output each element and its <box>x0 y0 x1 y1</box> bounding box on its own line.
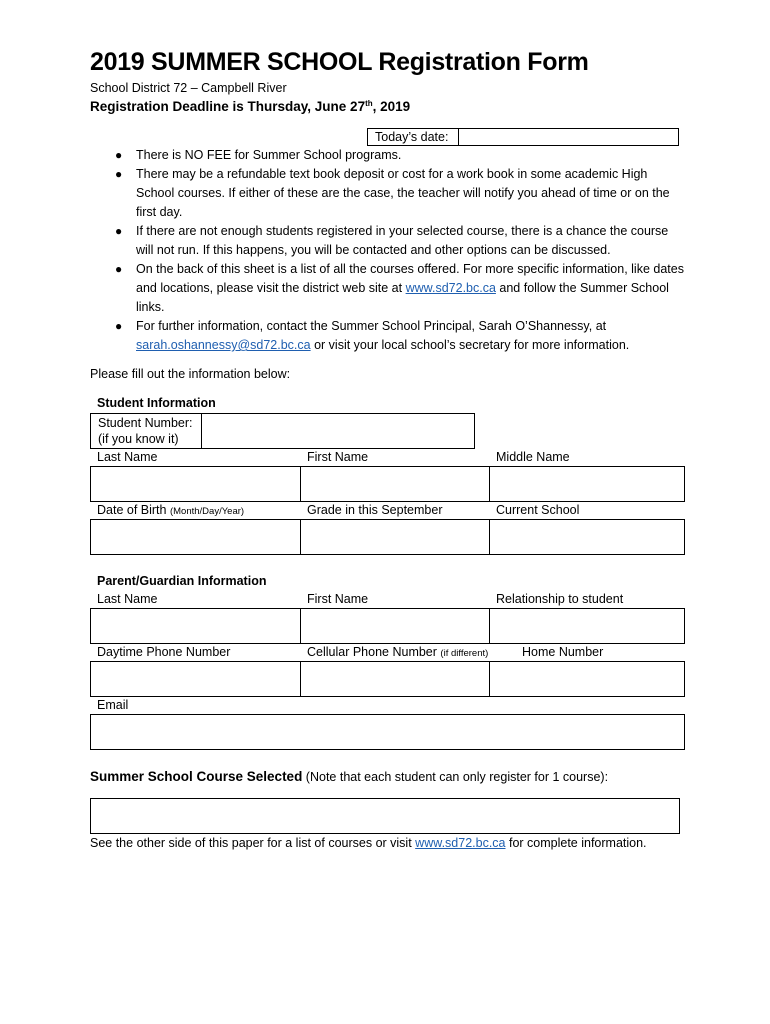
student-first-name-label: First Name <box>307 450 369 464</box>
parent-section-title: Parent/Guardian Information <box>97 574 267 588</box>
student-middle-name-input[interactable] <box>489 466 685 502</box>
relationship-label: Relationship to student <box>496 592 624 606</box>
todays-date-input[interactable] <box>459 129 678 145</box>
home-number-input[interactable] <box>489 661 685 697</box>
current-school-input[interactable] <box>489 519 685 555</box>
student-number-label: Student Number: (if you know it) <box>90 413 202 449</box>
list-item: ● There is NO FEE for Summer School programs. <box>105 146 685 165</box>
relationship-input[interactable] <box>489 608 685 644</box>
student-last-name-label: Last Name <box>97 450 158 464</box>
fill-instructions: Please fill out the information below: <box>90 367 291 381</box>
home-number-label: Home Number <box>522 645 604 659</box>
info-bullet-list <box>105 146 685 355</box>
cell-phone-input[interactable] <box>300 661 490 697</box>
todays-date-field <box>367 128 679 146</box>
list-item: ● On the back of this sheet is a list of all the courses offered. For more specific information, like dates and locations, please visit the district web site at www.sd72.bc.ca and follow the Summer School links. <box>115 262 684 314</box>
email-label: Email <box>97 698 129 712</box>
bullet-icon: ● <box>115 319 123 333</box>
principal-email-link[interactable]: sarah.oshannessy@sd72.bc.ca <box>136 338 311 352</box>
page-title: 2019 SUMMER SCHOOL Registration Form <box>90 48 589 76</box>
course-section-title: Summer School Course Selected (Note that each student can only register for 1 course): <box>90 769 609 784</box>
parent-last-name-label: Last Name <box>97 592 158 606</box>
bullet-icon: ● <box>115 148 123 162</box>
bullet-icon: ● <box>115 224 123 238</box>
deadline-ordinal: th <box>365 99 373 108</box>
daytime-phone-input[interactable] <box>90 661 301 697</box>
parent-first-name-input[interactable] <box>300 608 490 644</box>
student-middle-name-label: Middle Name <box>496 450 570 464</box>
deadline-text: Registration Deadline is Thursday, June 27 <box>90 99 366 114</box>
current-school-label: Current School <box>496 503 580 517</box>
cell-phone-hint: (if different) <box>440 648 489 659</box>
dob-format-hint: (Month/Day/Year) <box>169 506 245 517</box>
list-item: ● For further information, contact the Summer School Principal, Sarah O’Shannessy, at sarah.oshannessy@sd72.bc.ca or visit your local school’s secretary for more information. <box>115 319 630 352</box>
bullet-icon: ● <box>115 262 123 276</box>
student-first-name-input[interactable] <box>300 466 490 502</box>
district-website-link[interactable]: www.sd72.bc.ca <box>405 281 496 295</box>
deadline-year: , 2019 <box>372 99 411 114</box>
list-item: ● There may be a refundable text book deposit or cost for a work book in some academic High School courses. If either of these are the case, the teacher will notify you ahead of time or on the first day. <box>115 167 670 219</box>
grade-label: Grade in this September <box>307 503 443 517</box>
todays-date-label: Today’s date: <box>368 129 459 145</box>
course-selected-input[interactable] <box>90 798 680 834</box>
daytime-phone-label: Daytime Phone Number <box>97 645 231 659</box>
student-number-input[interactable] <box>201 413 475 449</box>
footer-note: See the other side of this paper for a list of courses or visit www.sd72.bc.ca for complete information. <box>90 836 647 850</box>
dob-label: Date of Birth (Month/Day/Year) <box>97 503 245 517</box>
student-section-title: Student Information <box>97 396 216 410</box>
parent-first-name-label: First Name <box>307 592 369 606</box>
student-last-name-input[interactable] <box>90 466 301 502</box>
footer-website-link[interactable]: www.sd72.bc.ca <box>415 836 506 850</box>
list-item: ● If there are not enough students registered in your selected course, there is a chance the course will not run. If this happens, you will be contacted and other options can be discussed. <box>115 224 669 257</box>
course-note: (Note that each student can only register for 1 course): <box>302 770 609 784</box>
parent-last-name-input[interactable] <box>90 608 301 644</box>
registration-deadline <box>90 99 410 114</box>
district-subtitle: School District 72 – Campbell River <box>90 81 287 95</box>
grade-input[interactable] <box>300 519 490 555</box>
cell-phone-label: Cellular Phone Number (if different) <box>307 645 489 659</box>
bullet-icon: ● <box>115 167 123 181</box>
email-input[interactable] <box>90 714 685 750</box>
dob-input[interactable] <box>90 519 301 555</box>
